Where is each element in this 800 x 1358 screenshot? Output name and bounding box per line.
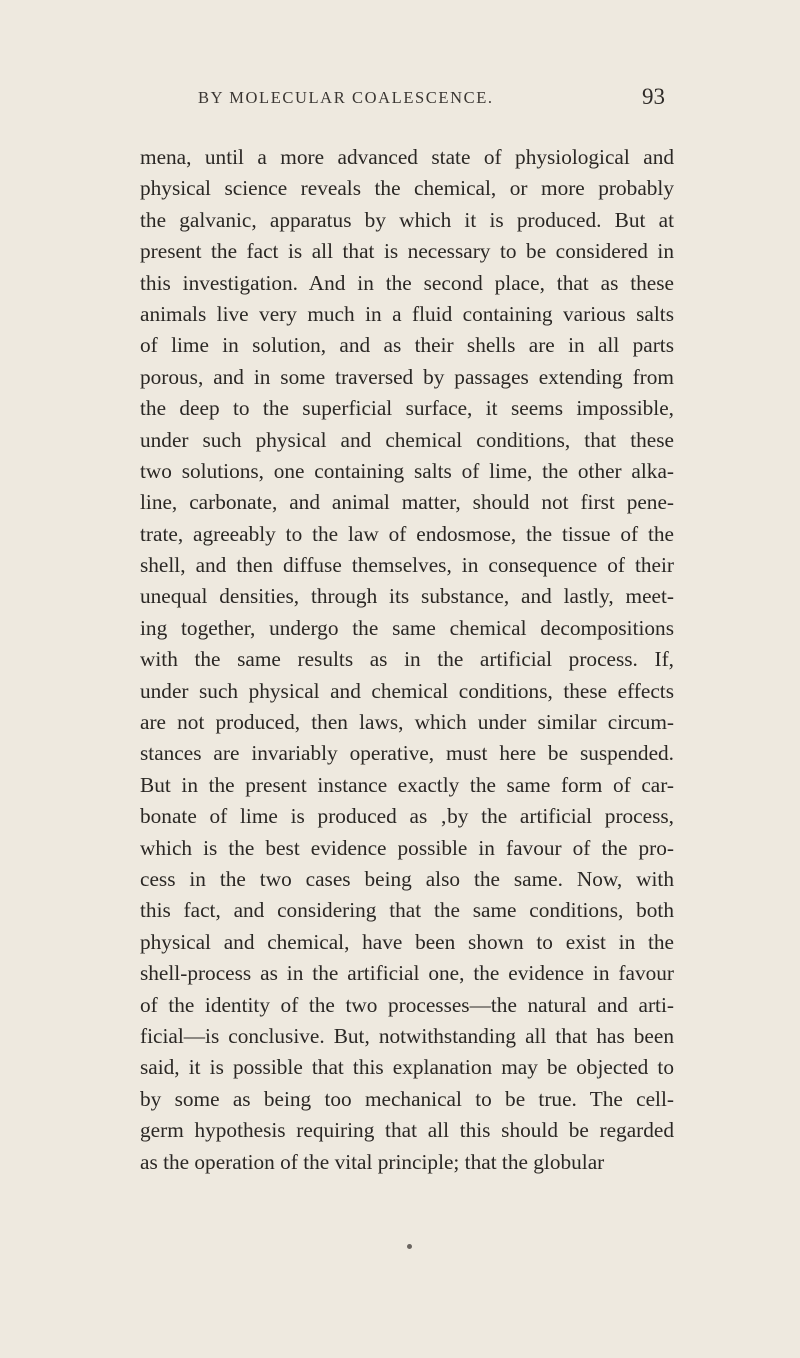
running-title: BY MOLECULAR COALESCENCE. [198, 88, 494, 107]
text-line: shell-process as in the artificial one, the evidence in favour [140, 961, 674, 986]
text-line: as the operation of the vital principle; that the globular [140, 1149, 605, 1174]
text-line: cess in the two cases being also the same. Now, with [140, 866, 674, 891]
page-number: 93 [642, 84, 665, 109]
text-line: this investigation. And in the second place, that as these [140, 270, 674, 295]
text-line: germ hypothesis requiring that all this should be regarded [140, 1118, 674, 1143]
text-line: line, carbonate, and animal matter, should not first pene- [140, 490, 674, 515]
running-head [0, 86, 800, 116]
text-line: which is the best evidence possible in favour of the pro- [140, 835, 674, 860]
text-line: the galvanic, apparatus by which it is produced. But at [140, 207, 674, 232]
text-line: stances are invariably operative, must here be suspended. [140, 741, 674, 766]
text-line: physical science reveals the chemical, or more probably [140, 176, 674, 201]
text-line: said, it is possible that this explanation may be objected to [140, 1055, 674, 1080]
text-line: porous, and in some traversed by passages extending from [140, 364, 674, 389]
text-line: ficial—is conclusive. But, notwithstanding all that has been [140, 1023, 674, 1048]
text-line: this fact, and considering that the same conditions, both [140, 898, 674, 923]
text-line: the deep to the superficial surface, it seems impossible, [140, 396, 674, 421]
text-line: unequal densities, through its substance, and lastly, meet- [140, 584, 674, 609]
text-line: bonate of lime is produced as ‚by the artificial process, [140, 804, 674, 829]
text-line: shell, and then diffuse themselves, in consequence of their [140, 553, 674, 578]
text-line: with the same results as in the artificial process. If, [140, 647, 674, 672]
text-line: two solutions, one containing salts of lime, the other alka- [140, 458, 674, 483]
text-line: ing together, undergo the same chemical decompositions [140, 615, 674, 640]
text-line: are not produced, then laws, which under similar circum- [140, 710, 674, 735]
ink-speck [407, 1244, 412, 1249]
body-text [140, 142, 674, 1178]
text-line: under such physical and chemical conditions, that these [140, 427, 674, 452]
text-line: trate, agreeably to the law of endosmose, the tissue of the [140, 521, 674, 546]
text-line: physical and chemical, have been shown to exist in the [140, 929, 674, 954]
text-line: mena, until a more advanced state of physiological and [140, 145, 674, 169]
text-line: But in the present instance exactly the same form of car- [140, 772, 674, 797]
text-line: present the fact is all that is necessary to be considered in [140, 239, 674, 264]
text-line: by some as being too mechanical to be true. The cell- [140, 1086, 674, 1111]
text-line: of lime in solution, and as their shells are in all parts [140, 333, 674, 358]
text-line: under such physical and chemical conditions, these effects [140, 678, 674, 703]
text-line: animals live very much in a fluid containing various salts [140, 301, 674, 326]
text-line: of the identity of the two processes—the natural and arti- [140, 992, 674, 1017]
